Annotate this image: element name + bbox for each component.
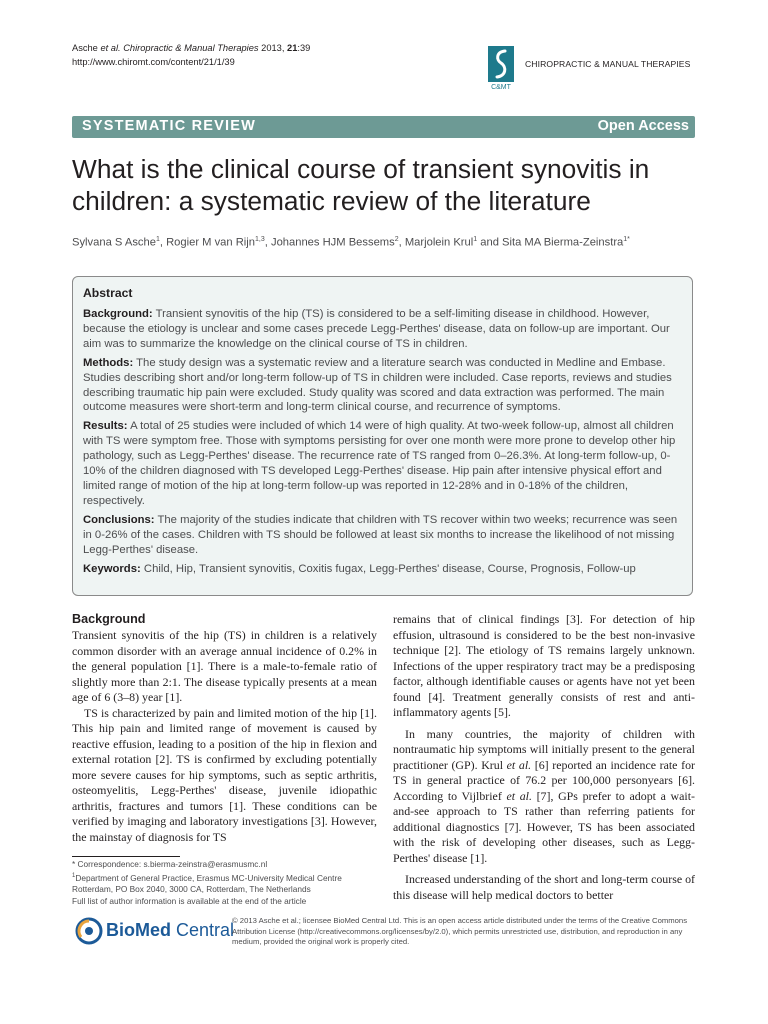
author-affiliation: 1,3 [255, 236, 265, 243]
article-url[interactable]: http://www.chiromt.com/content/21/1/39 [72, 56, 235, 67]
article-title: What is the clinical course of transient synovitis in children: a systematic review of the literature [72, 154, 650, 216]
citation-journal: Chiropractic & Manual Therapies [123, 43, 259, 53]
body-paragraph: remains that of clinical findings [3]. For detection of hip effusion, ultrasound is considered to be the best non-invasive technique [2]. The etiology of TS remains largely unknown. Infections of the upper respiratory tract may be a predisposing factor, although identifiable causes or agents have not yet been found [4]. Treatment generally consists of rest and anti-inflammatory agents [5]. [393, 612, 695, 719]
publisher-name [106, 920, 234, 941]
abstract-heading: Abstract [83, 286, 133, 300]
abstract-background-text: Transient synovitis of the hip (TS) is considered to be a self-limiting disease in childhood. However, because the etiology is unclear and some cases precede Legg-Perthes' disease, data on follow-up are important. Our aim was to summarize the knowledge on the clinical course of TS in children. [83, 308, 670, 350]
license-text: © 2013 Asche et al.; licensee BioMed Central Ltd. This is an open access article distributed under the terms of the Creative Commons Attribution License (http://creativecommons.org/licenses/by/2.0), which permits unrestricted use, distribution, and reproduction in any medium, provided the original work is properly cited. [232, 916, 688, 947]
abstract-keywords-label: Keywords: [83, 562, 141, 575]
author-affiliation: 2 [394, 236, 399, 243]
abstract-methods-label: Methods: [83, 356, 134, 369]
biomed-central-logo [75, 915, 235, 949]
affiliation-text: Department of General Practice, Erasmus MC-University Medical Centre Rotterdam, PO Box 2040, 3000 CA, Rotterdam, The Netherlands [72, 872, 342, 894]
author[interactable]: Sylvana S Asche [72, 236, 156, 249]
logo-text: C&MT [491, 84, 511, 90]
article-type-banner [72, 116, 695, 138]
author[interactable]: Rogier M van Rijn [166, 236, 256, 249]
body-text: [6] reported an incidence rate for TS in general practice of 76.2 per 100,000 personyears [6]. According to Vijlbrief [393, 757, 695, 803]
abstract-conclusions-text: The majority of the studies indicate that children with TS recover within two weeks; recurrence was seen in 0-26% of the cases. Children with TS should be followed at least six months to increase the likelihood of not missing Legg-Perthes' disease. [83, 513, 678, 556]
author-list: Sylvana S Asche$^1$, Rogier M van Rijn$^{1,3}$, Johannes HJM Bessems$^2$, Marjolein Krul$^1$ and Sita MA Bierma-Zeinstra$^{1*}$ [72, 236, 630, 249]
citation-author: Asche [72, 43, 98, 53]
body-text: In many countries, the majority of children with nontraumatic hip symptoms will initially present to the general practitioner (GP). Krul [393, 726, 695, 772]
publisher-name-bold: BioMed [106, 920, 171, 940]
article-type: SYSTEMATIC REVIEW [82, 118, 257, 134]
body-text-italic: et al. [506, 788, 532, 803]
affiliation-note [72, 871, 377, 896]
abstract-body [83, 307, 683, 580]
open-access-badge: Open Access [597, 118, 689, 134]
body-paragraph: TS is characterized by pain and limited motion of the hip [1]. This hip pain and limited range of movement is caused by reactive effusion, leading to a position of the hip in flexion and external rotation [2]. TS is confirmed by excluding potentially more severe causes for hip symptoms, such as septic arthritis, osteomyelitis, Legg-Perthes' disease, juvenile idiopathic arthritis, fractures and tumors [1]. These conditions can be verified by imaging and laboratory investigations [3]. However, the mainstay of diagnosis for TS [72, 705, 377, 844]
body-column-left [72, 612, 377, 845]
author[interactable]: Marjolein Krul [404, 236, 474, 249]
section-heading-background: Background [72, 612, 146, 626]
citation-year: 2013, [261, 43, 285, 53]
author-affiliation: 1 [155, 236, 160, 243]
running-header [72, 42, 310, 69]
abstract-results-label: Results: [83, 420, 128, 433]
journal-logo-icon [488, 46, 514, 90]
abstract-conclusions-label: Conclusions: [83, 513, 155, 526]
footnotes [72, 859, 377, 907]
citation-et-al: et al. [100, 43, 121, 53]
abstract-results [83, 419, 683, 508]
body-text: [7], GPs prefer to adopt a wait-and-see approach to TS rather than referring patients for additional diagnostics [7]. However, TS has been associated with the risk of developing other diseases, such as Legg-Perthes' disease [1]. [393, 788, 695, 865]
author[interactable]: Johannes HJM Bessems [270, 236, 395, 249]
abstract-methods-text: The study design was a systematic review and a literature search was conducted in Medline and Embase. Studies describing short and/or long-term follow-up of TS in children were included. Case reports, reviews and studies describing traumatic hip pain were excluded. Study quality was scored and data extraction was performed. The main outcome measures were short-term and long-term clinical course, and recurrence of symptoms. [83, 356, 672, 414]
abstract-background-label: Background: [83, 308, 153, 320]
body-text-italic: et al. [506, 757, 532, 772]
author-affiliation: 1 [473, 236, 478, 243]
abstract-keywords-text: Child, Hip, Transient synovitis, Coxitis fugax, Legg-Perthes' disease, Course, Prognosis, Follow-up [143, 562, 636, 575]
journal-name: CHIROPRACTIC & MANUAL THERAPIES [525, 59, 691, 69]
citation-pages: :39 [297, 43, 311, 53]
author-affiliation: 1* [623, 236, 630, 243]
body-paragraph: Increased understanding of the short and long-term course of this disease will help medical doctors to better [393, 872, 695, 902]
publisher-name-regular: Central [171, 920, 235, 940]
author[interactable]: Sita MA Bierma-Zeinstra [502, 236, 624, 249]
citation-line [72, 42, 310, 56]
body-column-right [393, 612, 695, 903]
abstract-keywords [83, 562, 683, 577]
body-paragraph: Transient synovitis of the hip (TS) in children is a relatively common disorder with an average annual incidence of 0.2% in the general population [1]. There is a male-to-female ratio of slightly more than 2:1. The disease typically presents at a mean age of 6 (3–8) year [1]. [72, 628, 377, 704]
biomed-central-logo-icon [75, 917, 103, 945]
author-info-note: Full list of author information is available at the end of the article [72, 895, 307, 906]
correspondence-note[interactable]: * Correspondence: s.bierma-zeinstra@erasmusmc.nl [72, 859, 268, 869]
abstract-results-text: A total of 25 studies were included of which 14 were of high quality. At two-week follow-up, almost all children with TS were symptom free. Those with symptoms persisting for over one month were more prone to develop other hip pathology, such as Legg-Perthes' disease. The recurrence rate of TS ranged from 0–26.3%. At long-term follow-up, 0-10% of the children diagnosed with TS developed Legg-Perthes' disease. Hip pain after intensive physical effort and limited range of motion of the hip at long-term follow-up was reported in 12-28% and in 0-18% of the children, respectively. [83, 420, 676, 507]
abstract-methods [83, 356, 683, 416]
affiliation-number: 1 [72, 872, 76, 879]
body-paragraph [393, 727, 695, 867]
footnote-divider [72, 856, 180, 857]
abstract-box [72, 276, 693, 596]
abstract-background [83, 307, 683, 352]
abstract-conclusions [83, 513, 683, 558]
citation-volume: 21 [287, 43, 298, 53]
